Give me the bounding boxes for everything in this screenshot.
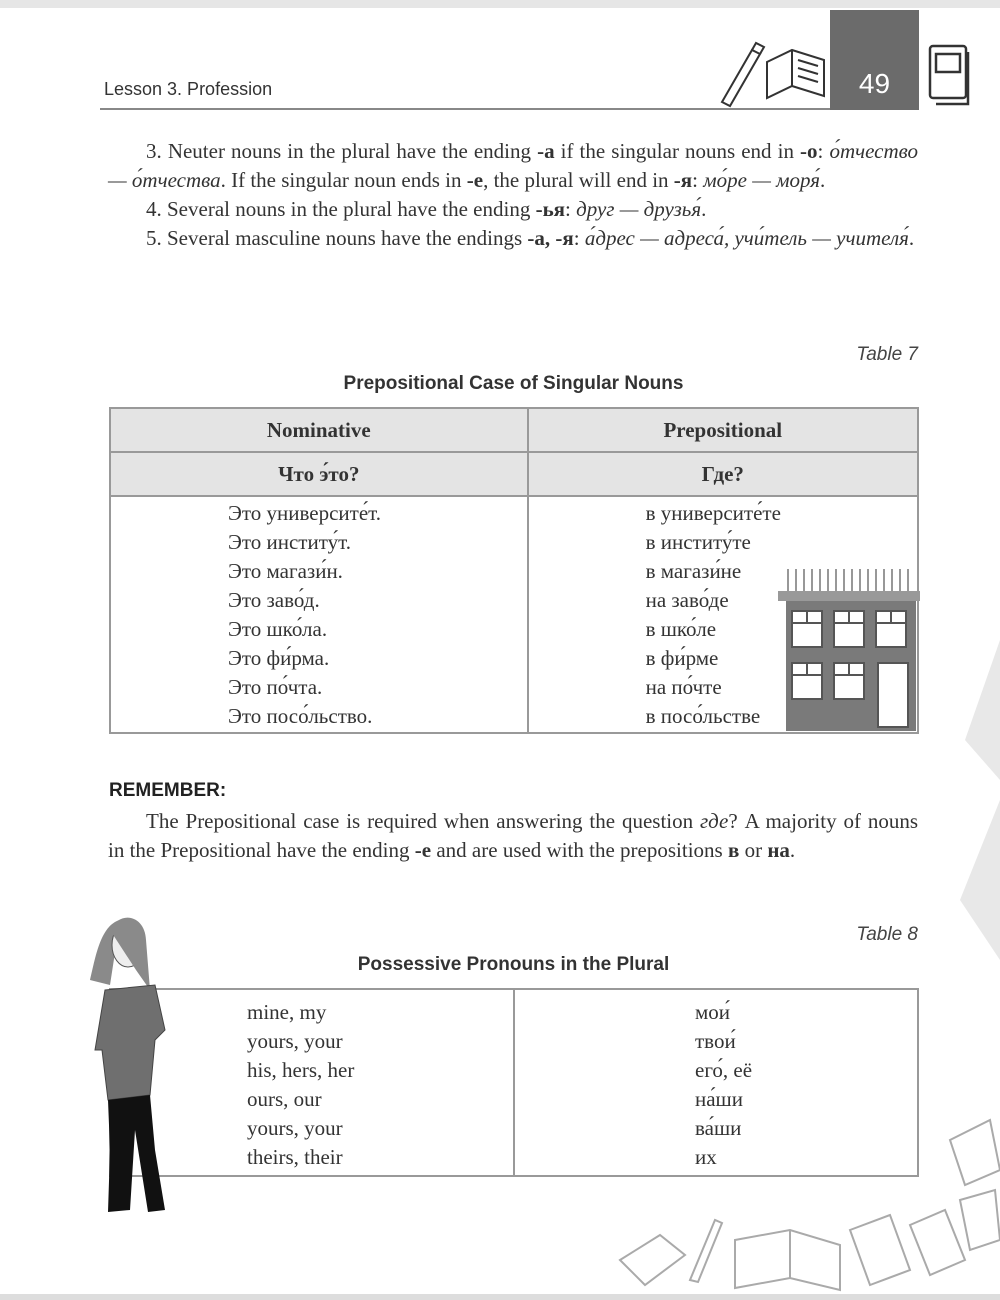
table8-label: Table 8 — [856, 924, 918, 945]
books-decoration — [590, 1110, 1000, 1300]
table7-subheader-prepositional: Где? — [528, 452, 918, 496]
book-icon — [924, 40, 974, 110]
table-cell: на́ши — [695, 1087, 743, 1111]
page-bottom-edge — [0, 1294, 1000, 1300]
table-cell: Это институ́т. — [228, 530, 351, 554]
table8-title: Possessive Pronouns in the Plural — [357, 954, 670, 975]
table-cell: Это магази́н. — [228, 559, 343, 583]
table-cell: на по́чте — [645, 675, 722, 699]
pen-and-book-icon — [712, 40, 832, 110]
table-cell: в университе́те — [645, 501, 781, 525]
table-cell: Это университе́т. — [228, 501, 382, 525]
table-cell: их — [695, 1145, 717, 1169]
running-header: Lesson 3. Profession — [104, 79, 273, 99]
rule-4: 4. Several nouns in the plural have the ending -ья: друг — друзья́. — [146, 197, 707, 221]
table-cell: в фи́рме — [645, 646, 719, 670]
table-cell: yours, your — [247, 1029, 343, 1053]
table-cell: Это посо́льство. — [228, 704, 373, 728]
table7-header-prepositional: Prepositional — [528, 408, 918, 452]
page-top-edge — [0, 0, 1000, 8]
table-cell: his, hers, her — [247, 1058, 355, 1082]
woman-illustration — [80, 910, 200, 1220]
table-cell: Это шко́ла. — [228, 617, 328, 641]
table-cell: mine, my — [247, 1000, 327, 1024]
table-cell: в шко́ле — [645, 617, 717, 641]
rule-5: 5. Several masculine nouns have the endings -а, -я: а́дрес — адреса́, учи́тель — учителя́. — [146, 226, 915, 250]
table-cell: ва́ши — [695, 1116, 742, 1140]
table-cell: Это по́чта. — [228, 675, 323, 699]
remember-heading: REMEMBER: — [109, 780, 227, 801]
table-cell: твои́ — [695, 1029, 736, 1053]
table-cell: theirs, their — [247, 1145, 343, 1169]
table-cell: ours, our — [247, 1087, 322, 1111]
table7-nominative-column — [110, 496, 528, 733]
rules-text — [108, 137, 918, 253]
table-cell: yours, your — [247, 1116, 343, 1140]
table-cell: Это заво́д. — [228, 588, 320, 612]
table7-title: Prepositional Case of Singular Nouns — [343, 373, 684, 394]
table-cell: в посо́льстве — [645, 704, 761, 728]
rule-3: 3. Neuter nouns in the plural have the ending -а if the singular nouns end in -о: о́тчество — о́тчества. If the singular noun ends in -е, the plural will end in -я: мо́ре — моря́. — [108, 139, 918, 192]
table-cell: в институ́те — [645, 530, 751, 554]
remember-text: The Prepositional case is required when answering the question где? A majority of nouns in the Prepositional have the ending -е and are used with the prepositions в or на. — [108, 809, 918, 862]
table-cell: его́, её — [695, 1058, 753, 1082]
table7-header-nominative: Nominative — [110, 408, 528, 452]
table-cell: мои́ — [695, 1000, 731, 1024]
building-illustration — [778, 565, 920, 731]
page-corner-decoration — [955, 640, 1000, 960]
table-cell: на заво́де — [645, 588, 729, 612]
page-number: 49 — [830, 10, 919, 110]
table-cell: в магази́не — [645, 559, 742, 583]
table7-label: Table 7 — [856, 344, 918, 365]
table-cell: Это фи́рма. — [228, 646, 330, 670]
table7-subheader-nominative: Что э́то? — [110, 452, 528, 496]
